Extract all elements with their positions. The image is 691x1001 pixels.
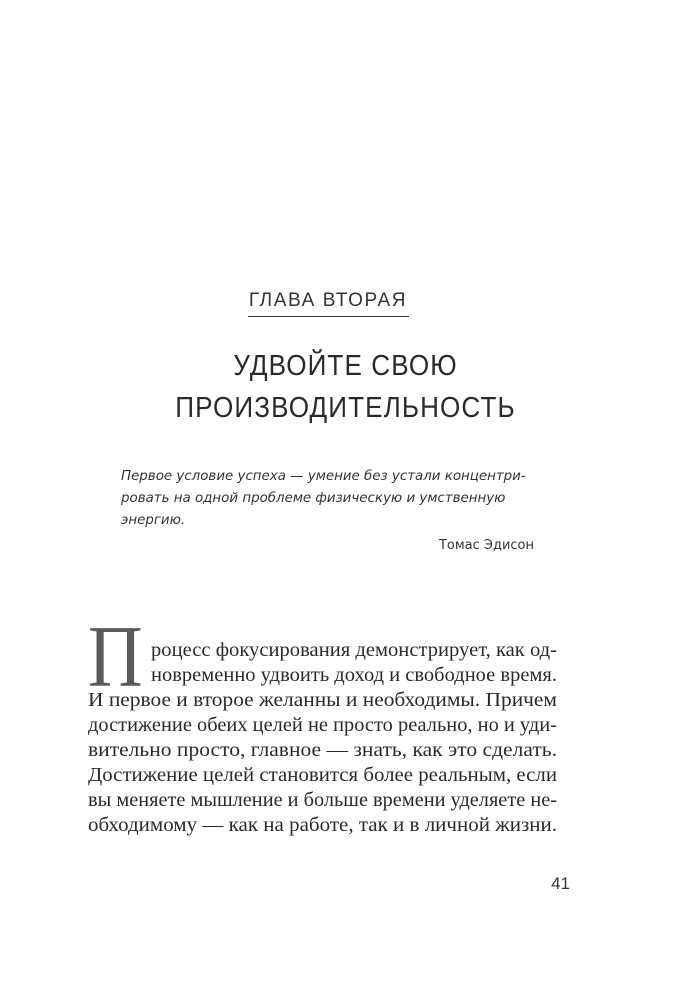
epigraph-line: ровать на одной проблеме физическую и умственную <box>121 491 506 506</box>
body-line: новременно удвоить доход и свободное время. <box>151 665 557 686</box>
chapter-label: ГЛАВА ВТОРАЯ <box>248 290 408 311</box>
drop-cap: П <box>88 609 143 706</box>
chapter-title-line: УДВОЙТЕ СВОЮ <box>233 350 458 382</box>
body-line: роцесс фокусирования демонстрирует, как од- <box>151 640 557 661</box>
body-line: И первое и второе желанны и необходимы. Причем <box>88 690 557 711</box>
epigraph <box>121 466 541 532</box>
epigraph-line: Первое условие успеха — умение без устали концентри- <box>121 469 526 484</box>
chapter-title-line: ПРОИЗВОДИТЕЛЬНОСТЬ <box>175 392 516 424</box>
body-line: обходимому — как на работе, так и в личной жизни. <box>88 815 557 836</box>
body-line: вы меняете мышление и больше времени уделяете не- <box>88 790 557 811</box>
body-line: Достижение целей становится более реальным, если <box>88 765 557 786</box>
body-line: достижение обеих целей не просто реально, но и уди- <box>88 715 557 736</box>
epigraph-author: Томас Эдисон <box>438 538 534 553</box>
chapter-label-rule <box>248 316 409 317</box>
page-number: 41 <box>551 874 570 893</box>
body-line: вительно просто, главное — знать, как это сделать. <box>88 740 557 761</box>
chapter-title <box>89 345 603 429</box>
epigraph-line: энергию. <box>121 513 186 528</box>
